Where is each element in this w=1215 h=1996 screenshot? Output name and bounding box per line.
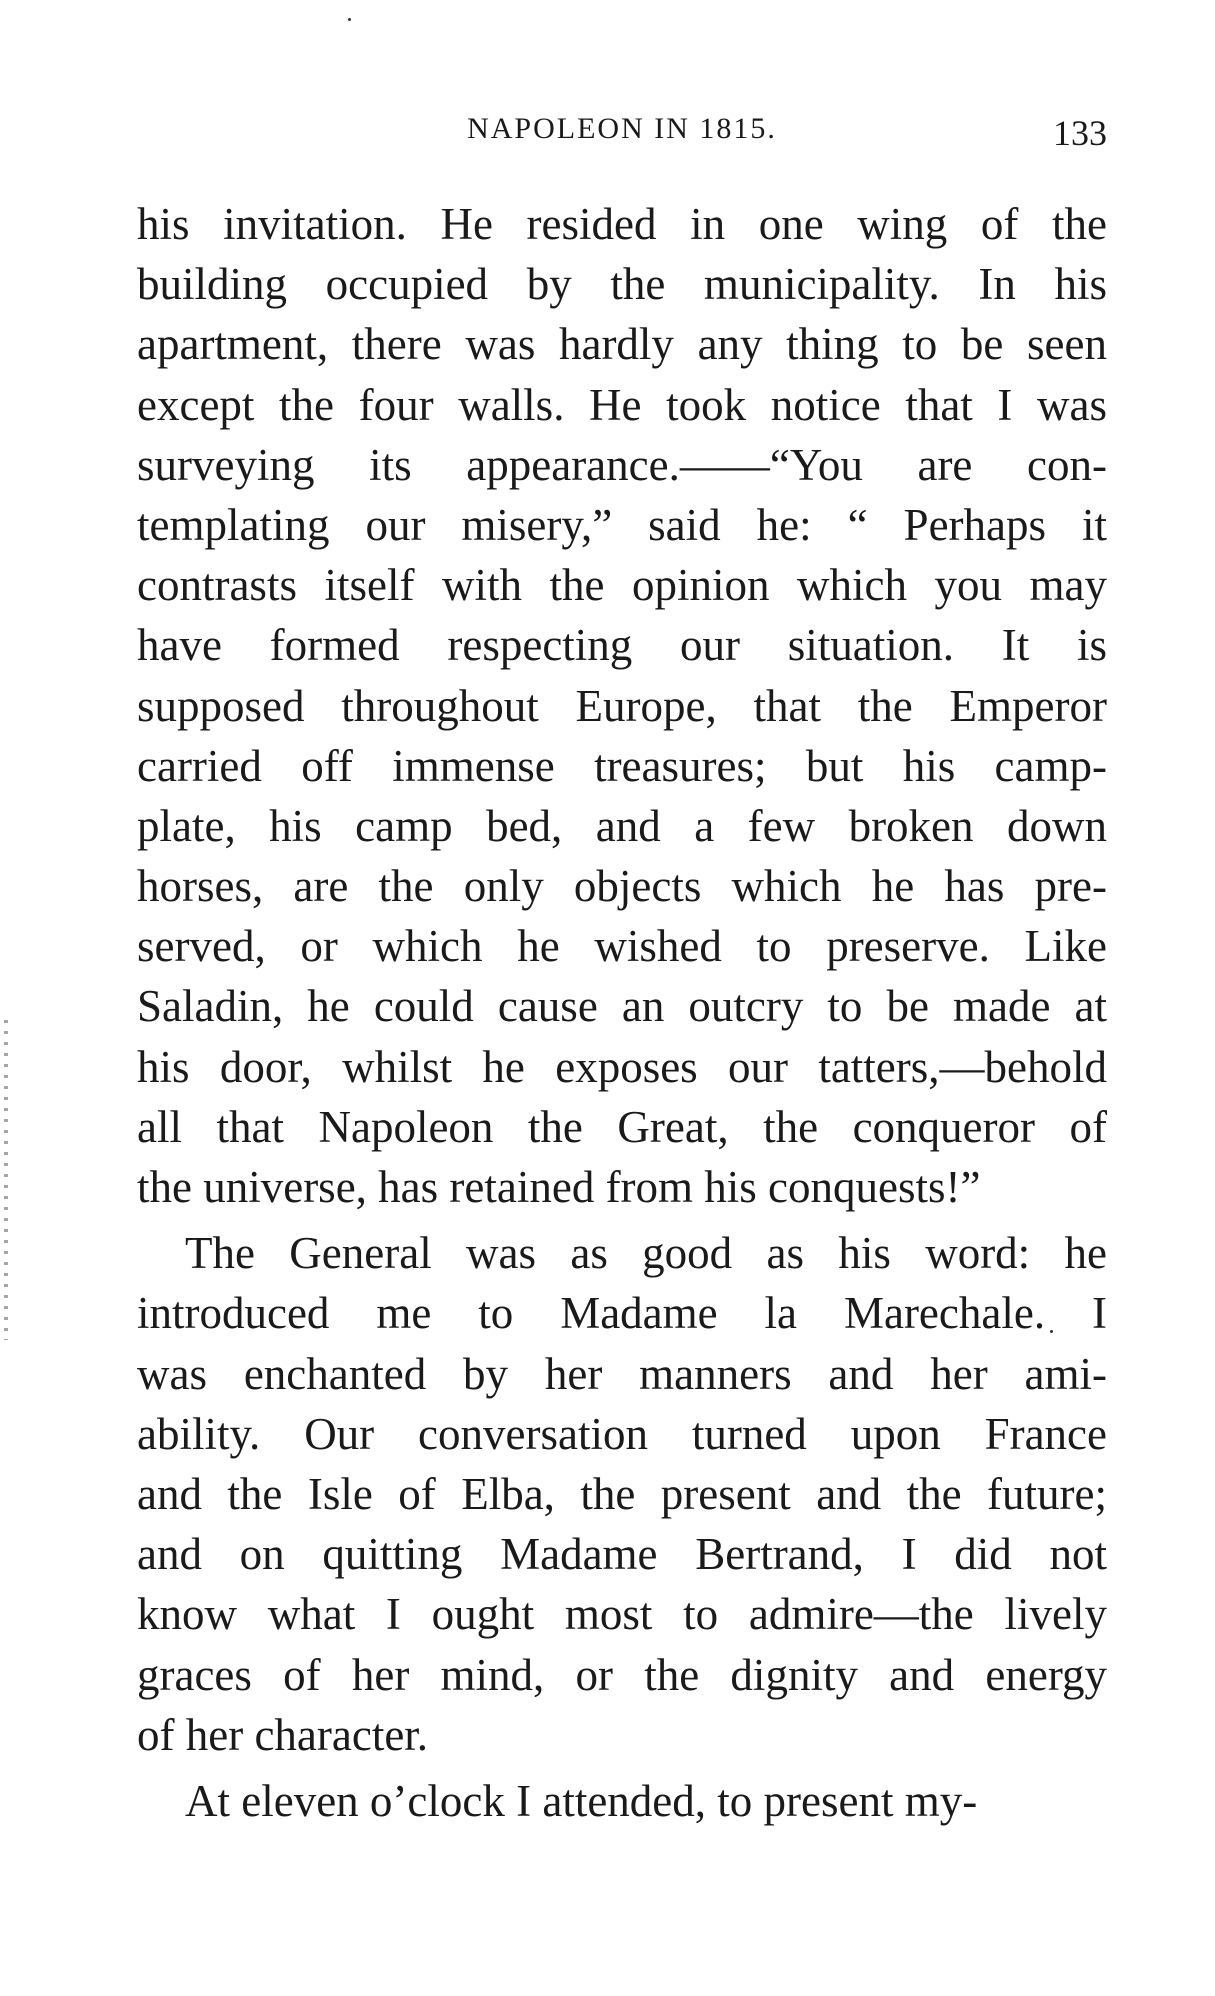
page-edge-marks — [4, 1020, 8, 1340]
paragraph — [137, 1223, 1107, 1765]
running-head — [137, 112, 1107, 162]
text-line: introduced me to Madame la Marechale. I — [137, 1288, 1107, 1339]
text-line: graces of her mind, or the dignity and energy — [137, 1649, 1107, 1700]
text-line: At eleven o’clock I attended, to present my- — [185, 1775, 978, 1826]
text-line: know what I ought most to admire—the lively — [137, 1589, 1107, 1640]
text-line: have formed respecting our situation. It is — [137, 620, 1107, 671]
text-line: and the Isle of Elba, the present and the future; — [137, 1468, 1107, 1519]
text-line: his door, whilst he exposes our tatters,—behold — [137, 1041, 1107, 1092]
text-line: ability. Our conversation turned upon France — [137, 1408, 1107, 1459]
text-line: the universe, has retained from his conquests!” — [137, 1162, 981, 1212]
text-line: carried off immense treasures; but his camp- — [137, 740, 1107, 791]
text-line: except the four walls. He took notice that I was — [137, 379, 1107, 430]
text-line: apartment, there was hardly any thing to be seen — [137, 319, 1107, 370]
text-line: of her character. — [137, 1709, 429, 1760]
text-line: plate, his camp bed, and a few broken down — [137, 800, 1107, 851]
text-line: all that Napoleon the Great, the conqueror of — [137, 1101, 1107, 1152]
text-line: supposed throughout Europe, that the Emperor — [137, 680, 1107, 731]
paragraph — [137, 1771, 1107, 1831]
page-number: 133 — [1053, 113, 1107, 153]
paper-speck — [348, 18, 351, 21]
text-line: was enchanted by her manners and her ami- — [137, 1348, 1107, 1399]
text-line: The General was as good as his word: he — [185, 1228, 1107, 1279]
text-line: templating our misery,” said he: “ Perhaps it — [137, 499, 1107, 550]
text-line: his invitation. He resided in one wing of the — [137, 199, 1107, 249]
text-line: contrasts itself with the opinion which you may — [137, 560, 1107, 611]
text-line: horses, are the only objects which he has pre- — [137, 861, 1107, 912]
text-line: Saladin, he could cause an outcry to be made at — [137, 981, 1107, 1032]
text-line: surveying its appearance.——“You are con- — [137, 439, 1107, 490]
paragraph — [137, 194, 1107, 1217]
text-line: served, or which he wished to preserve. Like — [137, 921, 1107, 972]
body-text — [137, 194, 1107, 1831]
text-line: building occupied by the municipality. In his — [137, 259, 1107, 310]
running-title: NAPOLEON IN 1815. — [467, 112, 777, 145]
text-line: and on quitting Madame Bertrand, I did not — [137, 1529, 1107, 1580]
